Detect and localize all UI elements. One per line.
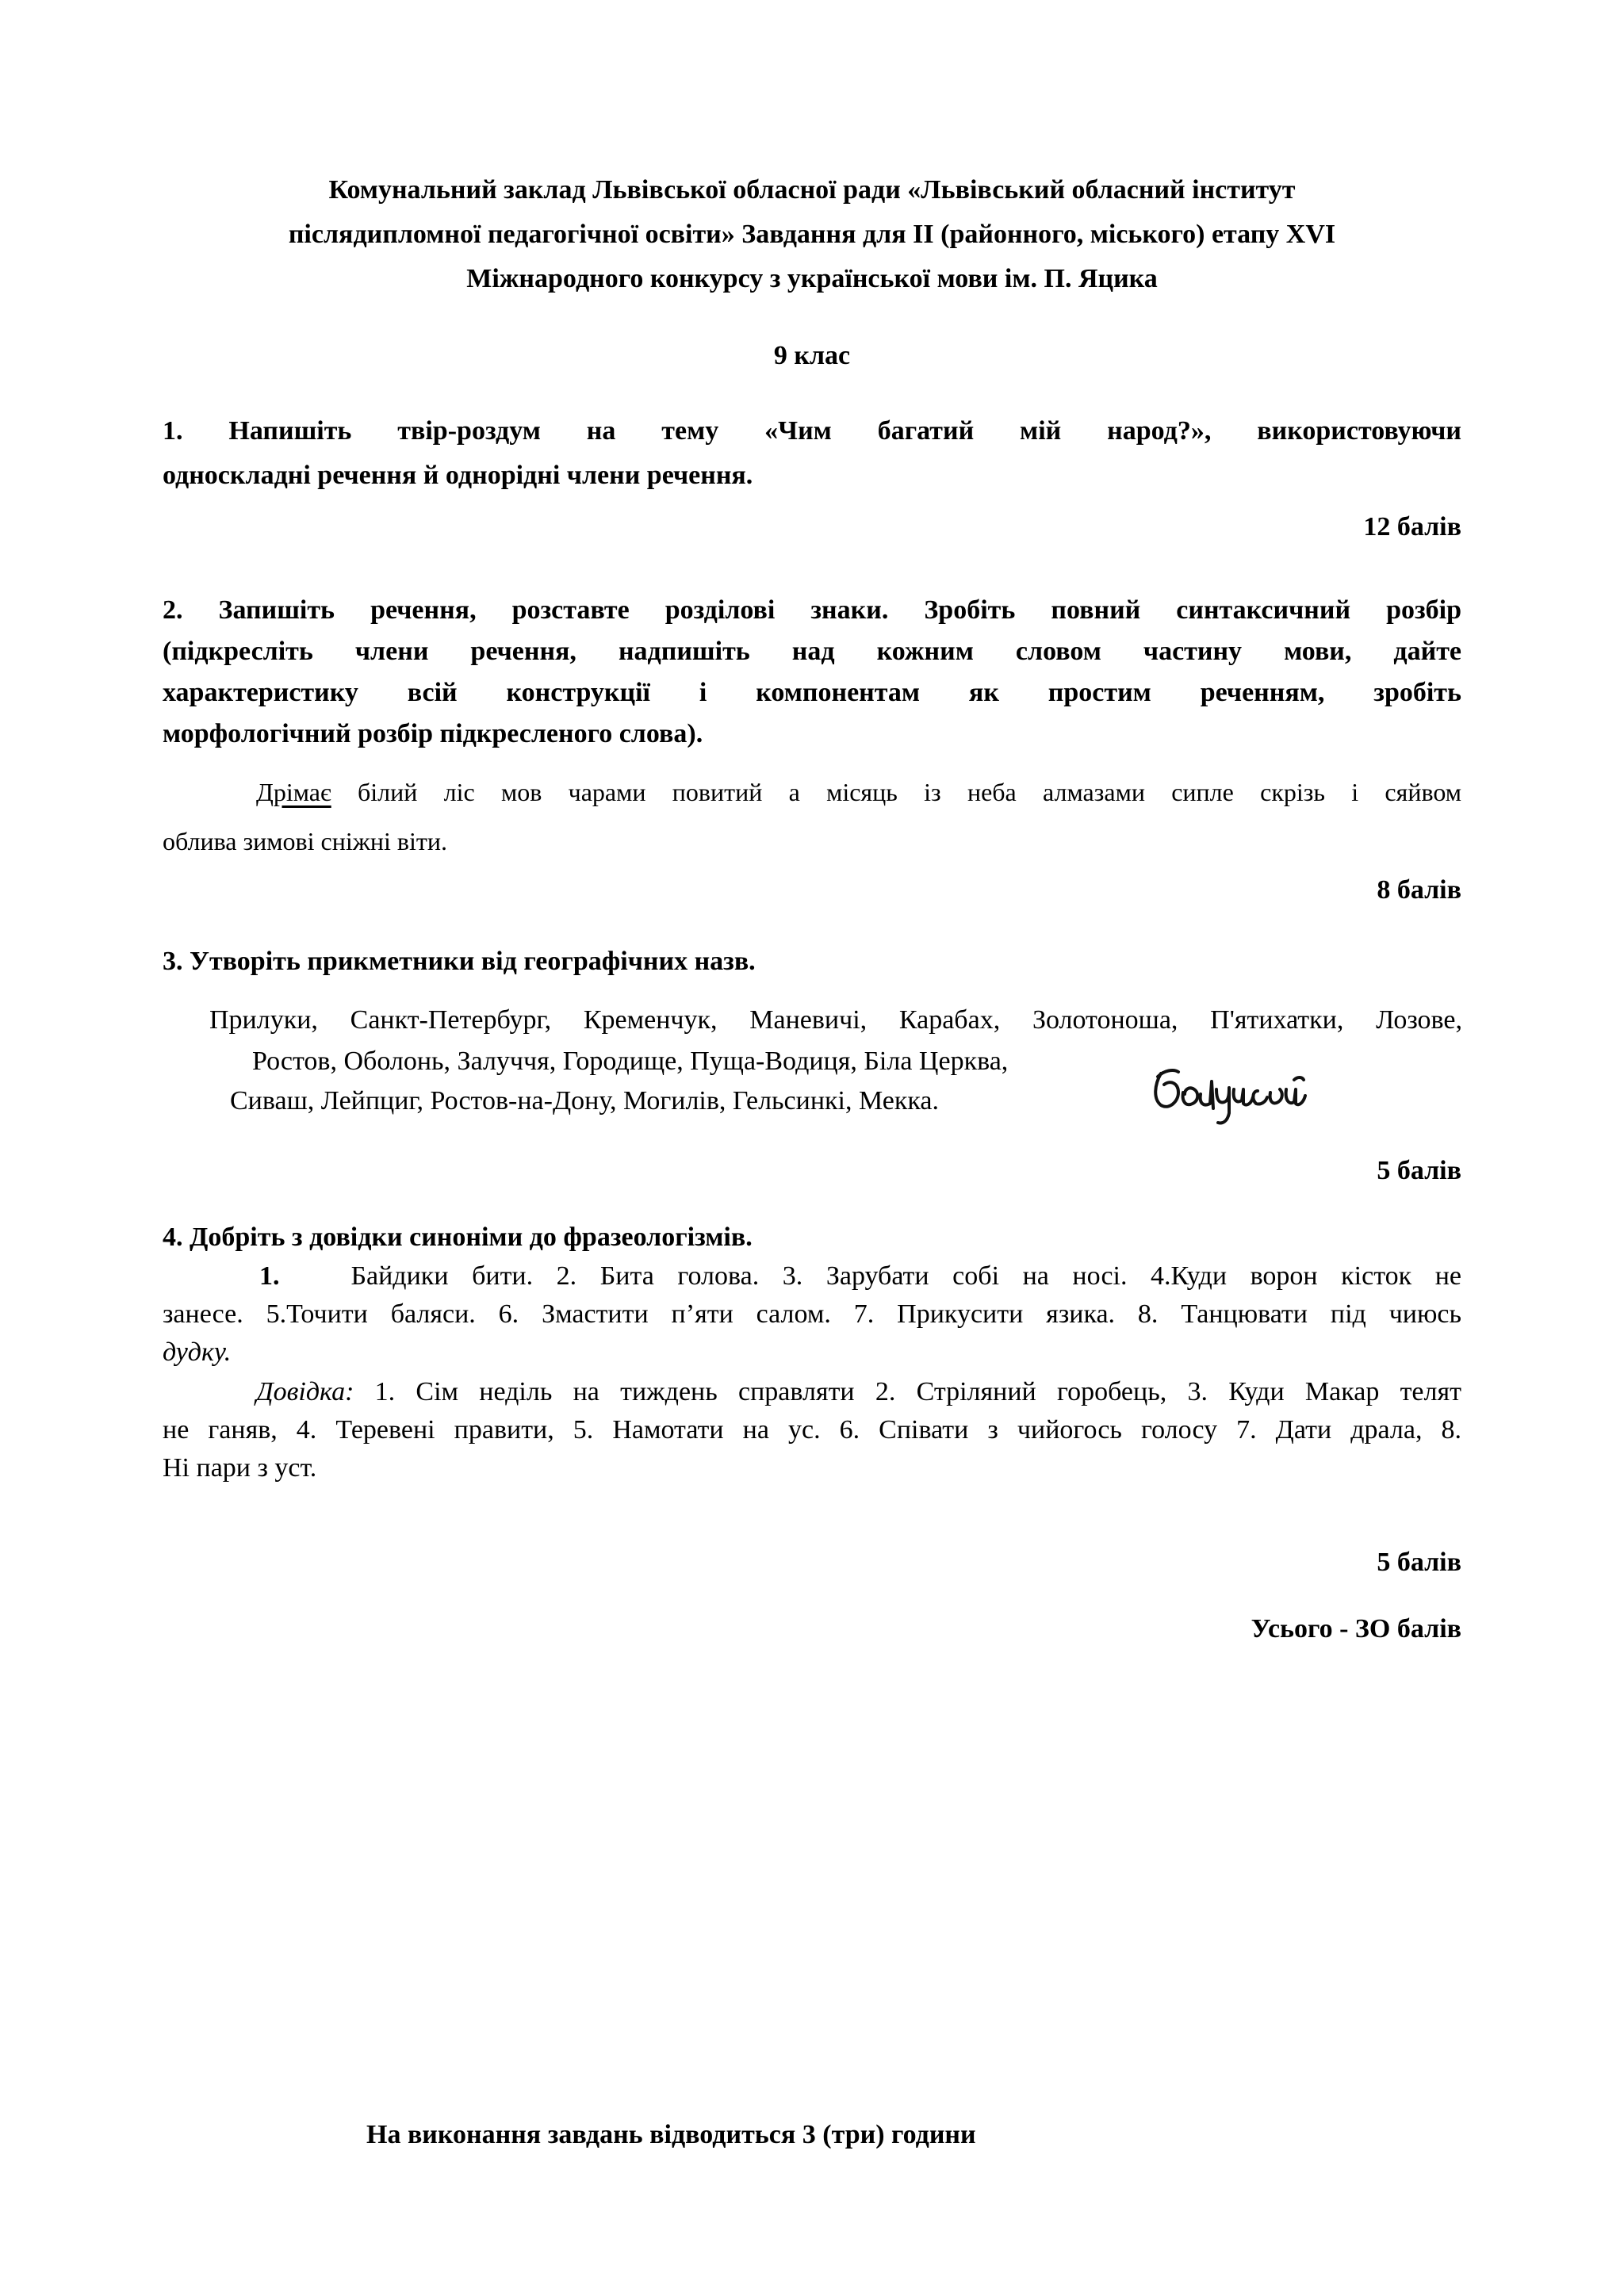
sentence-text: білий ліс мов чарами повитий а місяць із неба алмазами сипле скрізь і сяйвом — [331, 778, 1461, 806]
class-label: 9 клас — [773, 341, 851, 370]
reference-list — [163, 1373, 1461, 1487]
task-1 — [163, 409, 1461, 498]
task-1-points: 12 балів — [1363, 512, 1461, 541]
geo-names-line: Прилуки, Санкт-Петербург, Кременчук, Маневичі, Карабах, Золотоноша, П'ятихатки, Лозове, — [209, 1005, 1462, 1035]
task-2 — [163, 590, 1461, 755]
task-2-line: характеристику всій конструкції і компонентам як простим реченням, зробіть — [163, 678, 1461, 707]
task-3-title: 3. Утворіть прикметники від географічних назв. — [163, 947, 756, 976]
task-1-line: односкладні речення й однорідні члени речення. — [163, 461, 753, 490]
header-line: післядипломної педагогічної освіти» Завдання для II (районного, міського) етапу XVI — [288, 220, 1336, 249]
task-2-line: (підкресліть члени речення, надпишіть над кожним словом частину мови, дайте — [163, 637, 1461, 666]
sentence-line — [163, 767, 1461, 817]
reference-label: Довідка: — [256, 1377, 354, 1406]
underlined-word: Дрімає — [256, 778, 331, 806]
header-line: Комунальний заклад Львівської обласної ради «Львівський обласний інститут — [328, 175, 1296, 205]
sentence-line: облива зимові сніжні віти. — [163, 827, 447, 855]
phraseologism-line — [163, 1334, 1461, 1372]
list-number: 1. — [259, 1261, 280, 1291]
task-4-points: 5 балів — [1377, 1548, 1461, 1577]
task-2-points: 8 балів — [1377, 875, 1461, 905]
task-2-line: 2. Запишіть речення, розставте розділові знаки. Зробіть повний синтаксичний розбір — [163, 595, 1461, 625]
task-1-line: 1. Напишіть твір-роздум на тему «Чим багатий мій народ?», використовуючи — [163, 416, 1461, 446]
task-2-sentence — [163, 767, 1461, 866]
geo-names-line: Сиваш, Лейпциг, Ростов-на-Дону, Могилів, Гельсинкі, Мекка. — [230, 1086, 939, 1115]
handwritten-note — [1147, 1058, 1329, 1129]
header-line: Міжнародного конкурсу з української мови ім. П. Яцика — [466, 264, 1158, 293]
reference-line — [163, 1373, 1461, 1411]
phraseologism-line: занесе. 5.Точити баляси. 6. Змастити п’яти салом. 7. Прикусити язика. 8. Танцювати під чиюсь — [163, 1299, 1461, 1329]
phraseologism-italic: дудку. — [163, 1337, 232, 1367]
phraseologism-text: Байдики бити. 2. Бита голова. 3. Зарубати собі на носі. 4.Куди ворон кісток не — [350, 1261, 1461, 1291]
reference-line: не ганяв, 4. Теревені правити, 5. Намотати на ус. 6. Співати з чийогось голосу 7. Дати драла, 8. — [163, 1415, 1461, 1445]
document-header — [163, 168, 1461, 301]
phraseologism-line — [163, 1257, 1461, 1295]
task-3-points: 5 балів — [1377, 1156, 1461, 1185]
reference-text: 1. Сім неділь на тиждень справляти 2. Стріляний горобець, 3. Куди Макар телят — [354, 1377, 1461, 1406]
task-4-title: 4. Добріть з довідки синоніми до фразеологізмів. — [163, 1223, 753, 1252]
phraseologisms — [163, 1257, 1461, 1372]
geo-names-line: Ростов, Оболонь, Залуччя, Городище, Пуща-Водиця, Біла Церква, — [252, 1047, 1009, 1076]
reference-line: Ні пари з уст. — [163, 1453, 317, 1483]
time-note: На виконання завдань відводиться 3 (три) години — [366, 2120, 976, 2149]
task-2-line: морфологічний розбір підкресленого слова). — [163, 719, 703, 748]
total-points: Усього - ЗО балів — [1251, 1614, 1461, 1644]
